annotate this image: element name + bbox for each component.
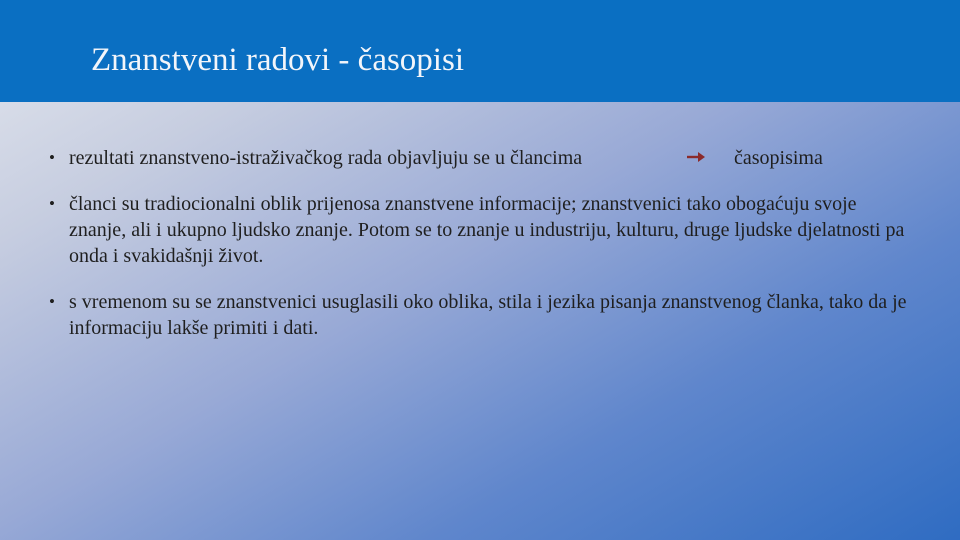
bullet-item-2 [45, 191, 915, 269]
title-bar [0, 0, 960, 102]
bullet-1-line [69, 145, 915, 171]
bullet-1-target-word: časopisima [734, 147, 823, 169]
bullet-1-text: rezultati znanstveno-istraživačkog rada objavljuju se u člancima [69, 147, 583, 169]
bullet-item-1 [45, 145, 915, 171]
bullet-marker: • [49, 292, 55, 311]
bullet-marker: • [49, 148, 55, 167]
slide-title: Znanstveni radovi - časopisi [91, 42, 464, 78]
bullet-2-text: članci su tradiocionalni oblik prijenosa znanstvene informacije; znanstvenici tako obogaćuju svoje znanje, ali i ukupno ljudsko znanje. Potom se to znanje u industriju, kulturu, druge ljudske djelatnosti pa onda i svakidašnji život. [69, 193, 905, 267]
bullet-marker: • [49, 194, 55, 213]
right-arrow-icon [686, 150, 706, 164]
bullet-list [45, 145, 915, 341]
bullet-3-text: s vremenom su se znanstvenici usuglasili oko oblika, stila i jezika pisanja znanstvenog članka, tako da je informaciju lakše primiti i dati. [69, 291, 907, 339]
bullet-item-3 [45, 289, 915, 341]
